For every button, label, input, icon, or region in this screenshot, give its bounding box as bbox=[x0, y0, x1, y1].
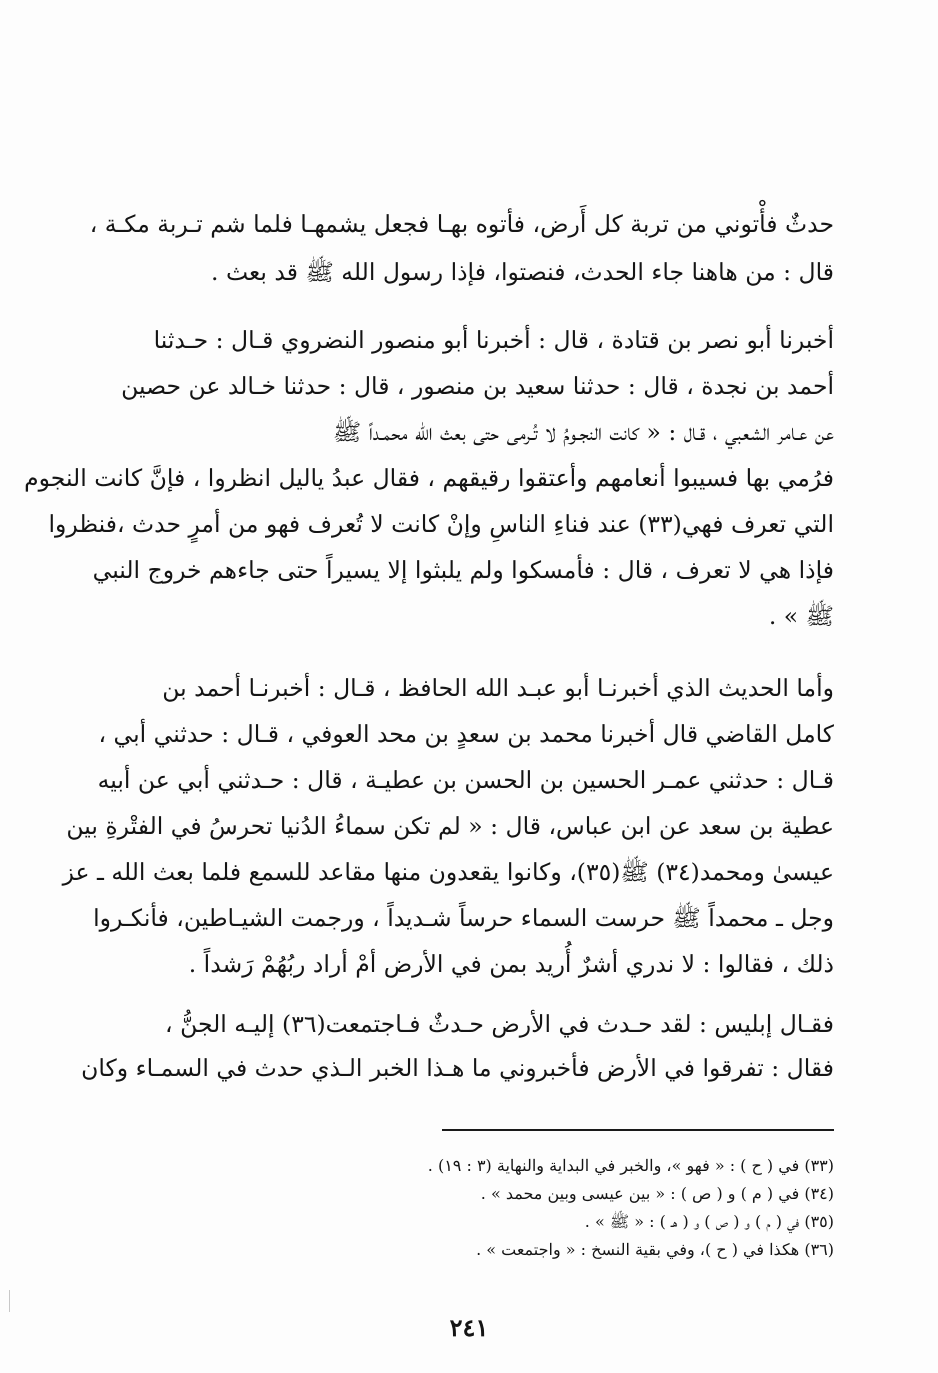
footnote-34: (٣٤) في ( م ) و ( ص ) : « بين عيسى وبين محمد » . bbox=[480, 1184, 834, 1203]
text-line: فقال : تفرقوا في الأرض فأخبروني ما هـذا الخبر الـذي حدث في السمـاء وكان bbox=[81, 1054, 834, 1082]
paragraph-1 bbox=[89, 200, 834, 296]
text-line: فرُمي بها فسيبوا أنعامهم وأعتقوا رقيقهم ، فقال عبدُ ياليل انظروا ، فإنَّ كانت النجوم bbox=[24, 464, 834, 492]
text-line: قـال : حدثني عمـر الحسين بن الحسن بن عطيـة ، قال : حـدثني أبي عن أبيه bbox=[97, 766, 834, 794]
scan-margin-mark bbox=[9, 1290, 10, 1312]
footnotes bbox=[106, 1152, 834, 1264]
text-line: كامل القاضي قال أخبرنا محمد بن سعدٍ بن محد العوفي ، قـال : حدثني أبي ، bbox=[98, 720, 834, 748]
text-line: حدثٌ فأْتوني من تربة كل أَرض، فأتوه بهـا فجعل يشمهـا فلما شم تـربة مكـة ، bbox=[89, 210, 834, 238]
text-line: عطية بن سعد عن ابن عباس، قال : « لم تكن سماءُ الدُنيا تحرسُ في الفتْرةِ بين bbox=[66, 812, 834, 840]
text-line: ذلك ، فقالوا : لا ندري أشرٌ أُريد بمن في الأرض أمْ أراد ربُهُمْ رَشداً . bbox=[188, 950, 834, 978]
paragraph-2 bbox=[24, 317, 834, 639]
text-line: عيسىٰ ومحمد(٣٤) ﷺ(٣٥)، وكانوا يقعدون منها مقاعد للسمع فلما بعث الله ـ عز bbox=[62, 858, 834, 886]
text-line: عن عـامر الشعبي ، قـال : « كانت النجـومُ لا تُـرمى حتى بعث الله محمـداً ﷺ bbox=[332, 418, 834, 446]
paragraph-3 bbox=[62, 665, 834, 987]
page-number: ٢٤١ bbox=[449, 1313, 489, 1342]
text-line: فقـال إبليس : لقد حـدث في الأرض حـدثٌ فـاجتمعت(٣٦) إليـه الجنُّ ، bbox=[165, 1010, 834, 1038]
text-line: قال : من هاهنا جاء الحدث، فنصتوا، فإذا رسول الله ﷺ قد بعث . bbox=[211, 258, 834, 286]
text-line: التي تعرف فهي(٣٣) عند فناءِ الناسِ وإنْ كانت لا تُعرف فهو من أمرٍ حدث ،فنظروا bbox=[48, 510, 834, 538]
footnote-divider bbox=[442, 1129, 834, 1131]
footnote-36: (٣٦) هكذا في ( ح )، وفي بقية النسخ : « واجتمعت » . bbox=[476, 1240, 834, 1259]
text-line: وجل ـ محمداً ﷺ حرست السماء حرساً شـديداً ، ورجمت الشيـاطين، فأنكـروا bbox=[93, 904, 834, 932]
text-line: أحمد بن نجدة ، قال : حدثنا سعيد بن منصور ، قال : حدثنا خـالد عن حصين bbox=[121, 372, 834, 400]
text-line: أخبرنا أبو نصر بن قتادة ، قال : أخبرنا أبو منصور النضروي قـال : حـدثنا bbox=[153, 326, 834, 354]
text-line: وأما الحديث الذي أخبرنـا أبو عبـد الله الحافظ ، قـال : أخبرنـا أحمد بن bbox=[162, 674, 834, 702]
text-line: ﷺ » . bbox=[768, 602, 834, 630]
text-line: فإذا هي لا تعرف ، قال : فأمسكوا ولم يلبثوا إلا يسيراً حتى جاءهم خروج النبي bbox=[92, 556, 834, 584]
paragraph-4 bbox=[81, 1002, 834, 1090]
footnote-35: (٣٥) في ( م ) و ( ص ) و ( هـ ) : « ﷺ » . bbox=[584, 1212, 834, 1231]
footnote-33: (٣٣) في ( ح ) : « فهو »، والخبر في البداية والنهاية (٣ : ١٩) . bbox=[427, 1156, 834, 1175]
